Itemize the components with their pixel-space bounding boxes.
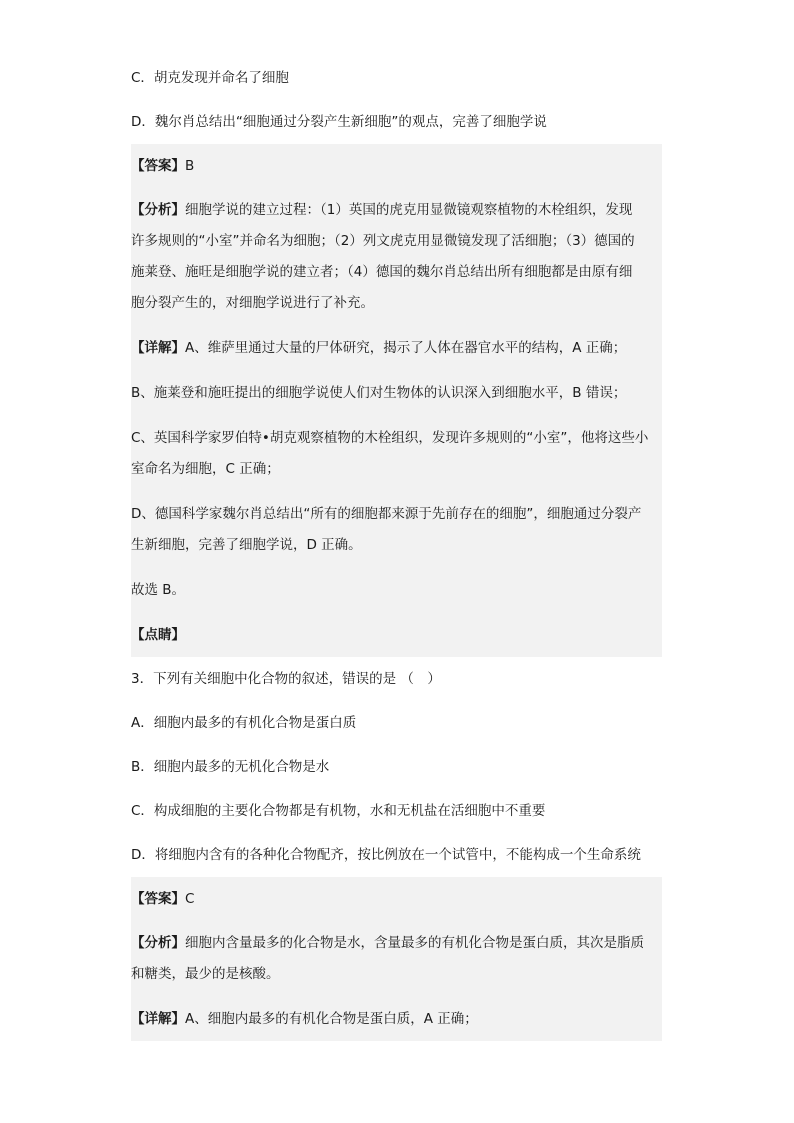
answer-label: 【答案】	[131, 158, 185, 174]
option-text: B．细胞内最多的无机化合物是水	[131, 759, 330, 775]
answer-label: 【答案】	[131, 891, 185, 907]
detail-label: 【详解】	[131, 340, 185, 356]
option-a-q3	[131, 701, 662, 745]
detail-block-q2	[131, 326, 662, 613]
answer-block-q2	[131, 144, 662, 188]
analysis-text: 细胞内含量最多的化合物是水，含量最多的有机化合物是蛋白质，其次是脂质	[185, 935, 644, 951]
comment-block-q2	[131, 613, 662, 657]
analysis-text: 施莱登、施旺是细胞学说的建立者；（4）德国的魏尔肖总结出所有细胞都是由原有细	[131, 264, 633, 280]
answer-value: B	[185, 158, 195, 174]
detail-block-q3	[131, 997, 662, 1041]
document-page	[131, 56, 662, 1041]
option-d-q2	[131, 100, 662, 144]
analysis-text: 胞分裂产生的，对细胞学说进行了补充。	[131, 295, 374, 311]
detail-text: 生新细胞，完善了细胞学说，D 正确。	[131, 537, 362, 553]
detail-text: A、维萨里通过大量的尸体研究，揭示了人体在器官水平的结构，A 正确；	[185, 340, 627, 356]
option-d-q3	[131, 833, 662, 877]
comment-label: 【点睛】	[131, 627, 185, 643]
option-b-q3	[131, 745, 662, 789]
answer-value: C	[185, 891, 195, 907]
detail-text: A、细胞内最多的有机化合物是蛋白质，A 正确；	[185, 1011, 478, 1027]
analysis-label: 【分析】	[131, 202, 185, 218]
option-text: C．胡克发现并命名了细胞	[131, 70, 289, 86]
detail-text: 室命名为细胞，C 正确；	[131, 461, 280, 477]
detail-text: C、英国科学家罗伯特•胡克观察植物的木栓组织，发现许多规则的“小室”，他将这些小	[131, 430, 649, 446]
question-3-stem	[131, 657, 662, 701]
analysis-label: 【分析】	[131, 935, 185, 951]
option-c-q2	[131, 56, 662, 100]
option-c-q3	[131, 789, 662, 833]
detail-label: 【详解】	[131, 1011, 185, 1027]
conclusion-text: 故选 B。	[131, 582, 186, 598]
option-text: C．构成细胞的主要化合物都是有机物，水和无机盐在活细胞中不重要	[131, 803, 546, 819]
question-text: 3．下列有关细胞中化合物的叙述，错误的是 （ ）	[131, 671, 441, 687]
detail-text: B、施莱登和施旺提出的细胞学说使人们对生物体的认识深入到细胞水平，B 错误；	[131, 385, 627, 401]
option-text: D．魏尔肖总结出“细胞通过分裂产生新细胞”的观点，完善了细胞学说	[131, 114, 547, 130]
analysis-text: 许多规则的“小室”并命名为细胞；（2）列文虎克用显微镜发现了活细胞；（3）德国的	[131, 233, 635, 249]
option-text: D．将细胞内含有的各种化合物配齐，按比例放在一个试管中，不能构成一个生命系统	[131, 847, 641, 863]
analysis-text: 和糖类，最少的是核酸。	[131, 966, 280, 982]
detail-text: D、德国科学家魏尔肖总结出“所有的细胞都来源于先前存在的细胞”，细胞通过分裂产	[131, 506, 642, 522]
answer-block-q3	[131, 877, 662, 921]
analysis-block-q2	[131, 188, 662, 326]
analysis-text: 细胞学说的建立过程：（1）英国的虎克用显微镜观察植物的木栓组织，发现	[185, 202, 633, 218]
option-text: A．细胞内最多的有机化合物是蛋白质	[131, 715, 357, 731]
analysis-block-q3	[131, 921, 662, 997]
